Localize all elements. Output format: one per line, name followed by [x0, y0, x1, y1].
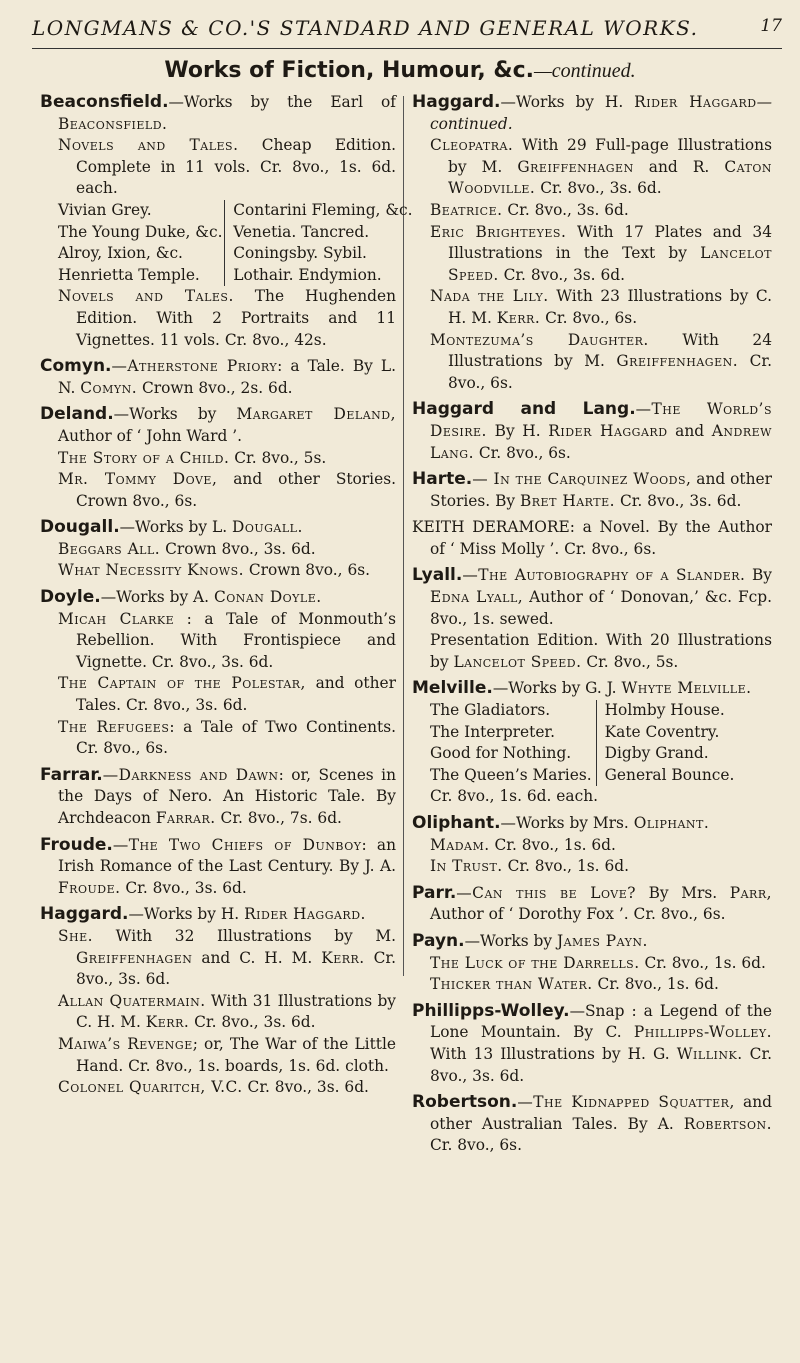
- book-details: and C. H. M.: [192, 948, 322, 967]
- book-title: —Can this be Love?: [456, 883, 637, 902]
- entry-text: —Works by: [464, 931, 557, 950]
- illustrator-name: Lancelot Speed.: [453, 652, 582, 671]
- entry-haggard-and-lang: [412, 399, 772, 464]
- entry-lyall: [412, 565, 772, 673]
- entry-text: : a Tale. By L. N.: [58, 357, 396, 397]
- book-title: Novels and Tales.: [58, 136, 239, 155]
- book-details: Crown 8vo., 6s.: [244, 561, 371, 580]
- book-title: Nada the Lily.: [430, 287, 549, 306]
- table-cell: Good for Nothing.: [430, 744, 572, 763]
- book-details: Cr. 8vo., 5s.: [581, 652, 679, 671]
- entry-melville: [412, 678, 772, 808]
- book-title: Thicker than Water.: [430, 975, 593, 994]
- book-details: With 23 Illustrations by C. H. M.: [448, 287, 772, 327]
- page-number: 17: [760, 16, 782, 36]
- table-cell: Holmby House.: [604, 701, 725, 720]
- author-name: Parr,: [729, 883, 772, 902]
- book-title: —The World’s Desire.: [430, 400, 772, 440]
- book-details: Cr. 8vo., 3s. 6d.: [498, 265, 626, 284]
- author-name: Robertson.: [683, 1114, 772, 1133]
- entry-text: By Mrs.: [636, 883, 730, 902]
- book-title: Maiwa’s Revenge: [58, 1034, 193, 1053]
- entry-oliphant: [412, 813, 772, 878]
- book-title: She.: [58, 926, 94, 945]
- entry-haggard: [40, 904, 396, 1098]
- table-cell: General Bounce.: [604, 765, 735, 784]
- book-details: With 24 Illustrations by M.: [448, 330, 772, 371]
- headword: Payn.: [412, 930, 465, 951]
- book-title: The Refugees: [58, 717, 170, 736]
- book-details: Cr. 8vo., 3s. 6d.: [242, 1078, 369, 1097]
- author-name: Andrew Lang.: [430, 421, 772, 462]
- book-details: Cr. 8vo., 1s. 6d.: [489, 835, 616, 854]
- author-name: Dougall.: [232, 518, 303, 537]
- author-name: Phillipps-Wolley.: [633, 1023, 772, 1042]
- author-name: Margaret Deland,: [236, 405, 396, 424]
- book-details: and other Tales. Cr. 8vo., 3s. 6d.: [76, 674, 396, 715]
- headword: Phillipps-Wolley.: [412, 1000, 570, 1021]
- headword: Beaconsfield.: [40, 92, 169, 112]
- book-title: Eric Brighteyes.: [430, 222, 567, 241]
- author-name: Froude.: [58, 878, 121, 897]
- entry-keith-deramore: [412, 517, 772, 560]
- illustrator-name: Willink.: [676, 1044, 743, 1063]
- book-title: Allan Quatermain.: [58, 991, 206, 1010]
- left-column: [40, 92, 413, 1104]
- author-name: Farrar.: [155, 809, 216, 827]
- book-details: Cr. 8vo., 1s. 6d. each.: [430, 787, 598, 806]
- page-title-main: Works of Fiction, Humour, &c.: [164, 58, 534, 83]
- illustrator-name: Greiffenhagen.: [616, 352, 739, 371]
- headword: Froude.: [40, 834, 113, 855]
- entry-robertson: [412, 1092, 772, 1157]
- page-title-continued: —continued.: [533, 60, 636, 82]
- headword: Comyn.: [40, 356, 112, 377]
- running-head: [32, 16, 782, 49]
- book-details: Cr. 8vo., 3s. 6d.: [120, 878, 247, 897]
- page-title: [0, 58, 800, 83]
- titles-table: [58, 200, 413, 286]
- entry-text: : an Irish Romance of the Last Century. By J. A.: [58, 835, 396, 876]
- entry-comyn: [40, 356, 396, 399]
- book-title: Beatrice.: [430, 200, 503, 219]
- book-details: Cr. 8vo., 6s.: [473, 443, 571, 462]
- entry-text: —Works by: [113, 405, 237, 424]
- author-name: James Payn.: [556, 931, 648, 950]
- table-cell: Vivian Grey.: [58, 200, 152, 219]
- author-name: Conan Doyle.: [213, 588, 322, 607]
- book-details: With 13 Illustrations by H. G.: [430, 1044, 677, 1063]
- book-title: —Darkness and Dawn: [102, 765, 279, 784]
- author-name: Edna Lyall,: [430, 588, 524, 607]
- book-details: and other Stories. Crown 8vo., 6s.: [76, 470, 396, 510]
- book-title: Cleopatra.: [430, 136, 514, 155]
- illustrator-name: Greiffenhagen: [76, 948, 193, 967]
- entry-text: —Works by the Earl of: [168, 93, 396, 111]
- illustrator-name: Greiffenhagen: [517, 157, 634, 176]
- book-details: Presentation Edition. With 20 Illustrations by: [430, 631, 772, 671]
- headword: Deland.: [40, 404, 114, 425]
- headword: Robertson.: [412, 1092, 518, 1113]
- author-name: Rider Haggard: [548, 421, 668, 440]
- author-name: Beaconsfield.: [58, 114, 168, 133]
- entry-farrar: [40, 765, 396, 830]
- author-name: Bret Harte.: [519, 491, 616, 510]
- book-title: Micah Clarke: [58, 609, 175, 628]
- entry-text: and other Stories. By: [430, 470, 772, 510]
- entry-text: KEITH DERAMORE: a Novel. By the Author of ‘ Miss Molly ’. Cr. 8vo., 6s.: [412, 518, 772, 558]
- book-title: The Captain of the Polestar,: [58, 674, 306, 693]
- author-name: Oliphant.: [633, 814, 710, 832]
- entry-beaconsfield: [40, 92, 413, 351]
- headword: Melville.: [412, 678, 493, 699]
- author-name: Whyte Melville.: [621, 679, 752, 698]
- book-title: Madam.: [430, 835, 490, 854]
- headword: Oliphant.: [412, 813, 501, 833]
- headword: Lyall.: [412, 565, 463, 586]
- table-cell: Henrietta Temple.: [58, 265, 200, 284]
- entry-text: By H.: [486, 421, 549, 440]
- table-cell: Kate Coventry.: [604, 722, 720, 741]
- illustrator-name: Kerr.: [321, 948, 365, 967]
- book-title: What Necessity Knows.: [58, 561, 245, 580]
- illustrator-name: Caton Woodville.: [448, 157, 772, 198]
- table-cell: The Interpreter.: [430, 722, 555, 741]
- headword: Haggard.: [40, 904, 129, 925]
- book-details: Crown 8vo., 3s. 6d.: [160, 539, 316, 558]
- book-details: Cr. 8vo., 6s.: [448, 352, 772, 392]
- book-details: Cr. 8vo., 1s. 6d.: [502, 857, 629, 876]
- book-details: Cr. 8vo., 1s. 6d.: [592, 975, 719, 994]
- entry-haggard-continued: [412, 92, 772, 394]
- book-details: Cr. 8vo., 3s. 6d.: [535, 179, 662, 198]
- table-cell: Digby Grand.: [604, 744, 709, 763]
- book-details: ; or, The War of the Little Hand. Cr. 8vo., 1s. boards, 1s. 6d. cloth.: [76, 1034, 396, 1075]
- author-name: Comyn.: [80, 378, 138, 397]
- book-details: With 29 Full-page Illustrations by M.: [448, 136, 772, 176]
- book-details: Cr. 8vo., 6s.: [430, 1136, 522, 1155]
- entry-text: —Works by G. J.: [492, 679, 622, 698]
- book-title: Mr. Tommy Dove,: [58, 470, 218, 489]
- book-title: — In the Carquinez Woods,: [472, 470, 692, 489]
- entry-text: —Works by L.: [119, 518, 233, 537]
- book-title: Novels and Tales.: [58, 287, 234, 306]
- entry-froude: [40, 835, 396, 900]
- book-details: and R.: [633, 157, 725, 176]
- book-details: Cr. 8vo., 7s. 6d.: [215, 809, 342, 827]
- entry-text: and: [667, 421, 712, 440]
- entry-text: and other Australian Tales. By A.: [430, 1093, 772, 1133]
- table-cell: The Gladiators.: [430, 701, 551, 720]
- headword: Haggard.: [412, 92, 501, 112]
- book-title: The Story of a Child.: [58, 448, 230, 467]
- book-title: —The Two Chiefs of Dunboy: [112, 835, 362, 854]
- book-details: Cr. 8vo., 1s. 6d.: [639, 953, 766, 972]
- book-details: Author of ‘ Donovan,’ &c. Fcp. 8vo., 1s. sewed.: [430, 588, 772, 628]
- table-cell: Contarini Fleming, &c.: [233, 200, 413, 219]
- entry-parr: [412, 883, 772, 926]
- book-details: Cr. 8vo., 3s. 6d.: [502, 200, 629, 219]
- illustrator-name: Kerr.: [496, 308, 541, 327]
- entry-deland: [40, 404, 396, 512]
- book-details: Cr. 8vo., 3s. 6d.: [189, 1013, 316, 1032]
- illustrator-name: Lancelot Speed.: [448, 244, 772, 284]
- book-title: —The Kidnapped Squatter,: [517, 1093, 735, 1112]
- book-title: —The Autobiography of a Slander.: [462, 566, 746, 585]
- table-cell: Coningsby. Sybil.: [233, 244, 367, 263]
- headword: Parr.: [412, 882, 457, 903]
- headword: Haggard and Lang.: [412, 399, 636, 420]
- entry-harte: [412, 469, 772, 512]
- illustrator-name: Kerr.: [145, 1013, 190, 1032]
- book-details: Cr. 8vo., 3s. 6d.: [430, 1044, 773, 1085]
- book-details: : a Tale of Two Continents. Cr. 8vo., 6s.: [76, 717, 396, 758]
- entry-text: —Works by A.: [100, 588, 214, 607]
- book-details: Cr. 8vo., 3s. 6d.: [76, 948, 396, 989]
- book-details: Author of ‘ Dorothy Fox ’. Cr. 8vo., 6s.: [430, 905, 726, 924]
- entry-text: —Works by Mrs.: [500, 814, 634, 832]
- table-cell: Alroy, Ixion, &c.: [58, 244, 183, 263]
- entry-doyle: [40, 587, 396, 760]
- entry-text: —Works by H.: [128, 905, 245, 924]
- headword: Harte.: [412, 469, 473, 490]
- table-cell: Lothair. Endymion.: [233, 265, 382, 284]
- book-details: Cr. 8vo., 5s.: [229, 448, 327, 467]
- headword: Doyle.: [40, 587, 101, 608]
- book-title: In Trust.: [430, 857, 503, 876]
- titles-table: [430, 700, 772, 786]
- right-column: [412, 92, 772, 1162]
- headword: Dougall.: [40, 517, 120, 538]
- table-cell: The Queen’s Maries.: [430, 765, 592, 784]
- book-title: The Luck of the Darrells.: [430, 953, 640, 972]
- entry-text: By: [745, 566, 772, 585]
- table-cell: The Young Duke, &c.: [58, 222, 223, 241]
- author-name: Rider Haggard.: [244, 905, 366, 924]
- entry-text: —Snap : a Legend of the Lone Mountain. By C.: [430, 1001, 772, 1042]
- book-details: With 31 Illustrations by C. H. M.: [76, 991, 396, 1032]
- book-title: —Atherstone Priory: [111, 357, 278, 376]
- book-title: Colonel Quaritch, V.C.: [58, 1078, 243, 1097]
- book-details: The Hughenden Edition. With 2 Portraits and 11 Vignettes. 11 vols. Cr. 8vo., 42s.: [76, 287, 396, 349]
- book-details: : a Tale of Monmouth’s Rebellion. With Frontispiece and Vignette. Cr. 8vo., 3s. 6d.: [76, 609, 396, 671]
- book-details: With 32 Illustrations by M.: [93, 926, 396, 945]
- book-title: Montezuma’s Daughter.: [430, 330, 649, 349]
- book-details: Cheap Edition. Complete in 11 vols. Cr. 8vo., 1s. 6d. each.: [76, 136, 397, 198]
- book-details: Cr. 8vo., 6s.: [540, 308, 638, 327]
- book-details: Crown 8vo., 2s. 6d.: [137, 378, 293, 397]
- continued-label: —continued.: [430, 93, 772, 133]
- entry-dougall: [40, 517, 396, 582]
- running-head-text: LONGMANS & CO.'S STANDARD AND GENERAL WORKS.: [32, 16, 699, 40]
- book-details: Cr. 8vo., 3s. 6d.: [615, 491, 742, 510]
- entry-phillipps-wolley: [412, 1001, 772, 1087]
- entry-payn: [412, 931, 772, 996]
- entry-text: Author of ‘ John Ward ’.: [58, 426, 242, 445]
- entry-text: : or, Scenes in the Days of Nero. An Historic Tale. By Archdeacon: [58, 765, 396, 827]
- book-details: With 17 Plates and 34 Illustrations in the Text by: [448, 222, 772, 263]
- table-cell: Venetia. Tancred.: [233, 222, 370, 241]
- book-title: Beggars All.: [58, 539, 161, 558]
- headword: Farrar.: [40, 764, 103, 785]
- author-name: Rider Haggard: [634, 93, 757, 111]
- entry-text: —Works by H.: [500, 93, 635, 111]
